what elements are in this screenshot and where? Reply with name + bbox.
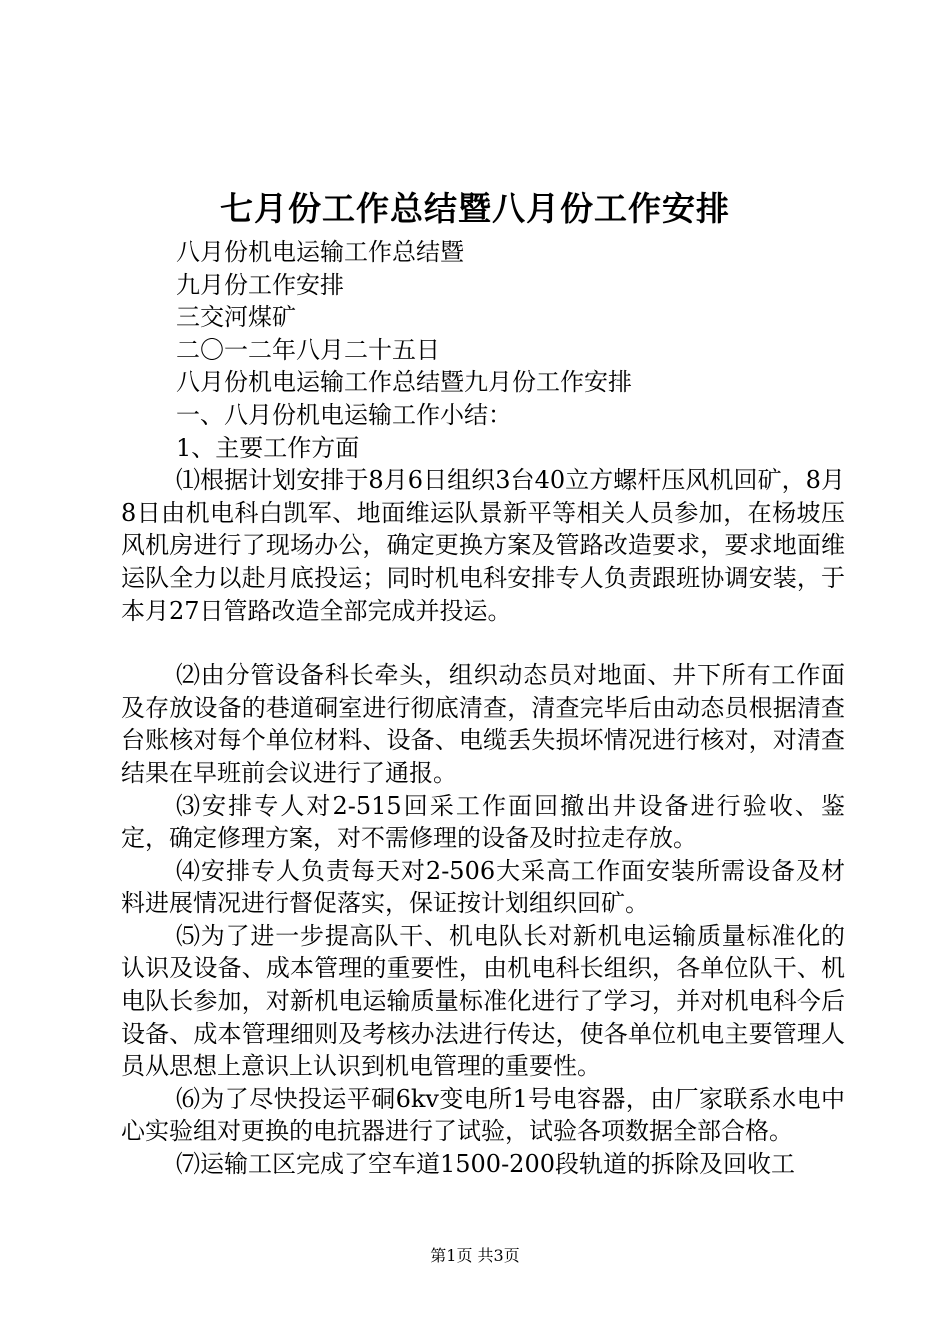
header-line: 八月份机电运输工作总结暨九月份工作安排 xyxy=(176,368,632,397)
paragraph: ⑴根据计划安排于8月6日组织3台40立方螺杆压风机回矿，8月8日由机电科白凯军、地面维运队景新平等相关人员参加，在杨坡压风机房进行了现场办公，确定更换方案及管路改造要求，要求地面维运队全力以赴月底投运；同时机电科安排专人负责跟班协调安装，于本月27日管路改造全部完成并投运。 xyxy=(121,466,845,625)
header-line: 九月份工作安排 xyxy=(176,270,344,299)
paragraph: ⑷安排专人负责每天对2-506大采高工作面安装所需设备及材料进展情况进行督促落实，保证按计划组织回矿。 xyxy=(121,856,845,918)
paragraph: ⑵由分管设备科长牵头，组织动态员对地面、井下所有工作面及存放设备的巷道硐室进行彻底清查，清查完毕后由动态员根据清查台账核对每个单位材料、设备、电缆丢失损坏情况进行核对，对清查结果在早班前会议进行了通报。 xyxy=(121,661,845,787)
paragraph: ⑺运输工区完成了空车道1500-200段轨道的拆除及回收工 xyxy=(176,1150,795,1179)
paragraph-gap xyxy=(121,627,845,659)
page-footer: 第1页 共3页 xyxy=(430,1246,520,1265)
subsection-heading: 1、主要工作方面 xyxy=(176,433,360,462)
document-title: 七月份工作总结暨八月份工作安排 xyxy=(220,189,730,228)
paragraph: ⑶安排专人对2-515回采工作面回撤出井设备进行验收、鉴定，确定修理方案，对不需修理的设备及时拉走存放。 xyxy=(121,791,845,853)
document-body xyxy=(121,236,845,1181)
paragraph: ⑹为了尽快投运平硐6kv变电所1号电容器，由厂家联系水电中心实验组对更换的电抗器进行了试验，试验各项数据全部合格。 xyxy=(121,1084,845,1146)
header-line: 三交河煤矿 xyxy=(176,303,296,332)
header-line: 二〇一二年八月二十五日 xyxy=(176,335,440,364)
paragraph: ⑸为了进一步提高队干、机电队长对新机电运输质量标准化的认识及设备、成本管理的重要性，由机电科长组织，各单位队干、机电队长参加，对新机电运输质量标准化进行了学习，并对机电科今后设备、成本管理细则及考核办法进行传达，使各单位机电主要管理人员从思想上意识上认识到机电管理的重要性。 xyxy=(121,921,845,1081)
section-heading: 一、八月份机电运输工作小结： xyxy=(176,400,512,429)
header-line: 八月份机电运输工作总结暨 xyxy=(176,238,464,266)
